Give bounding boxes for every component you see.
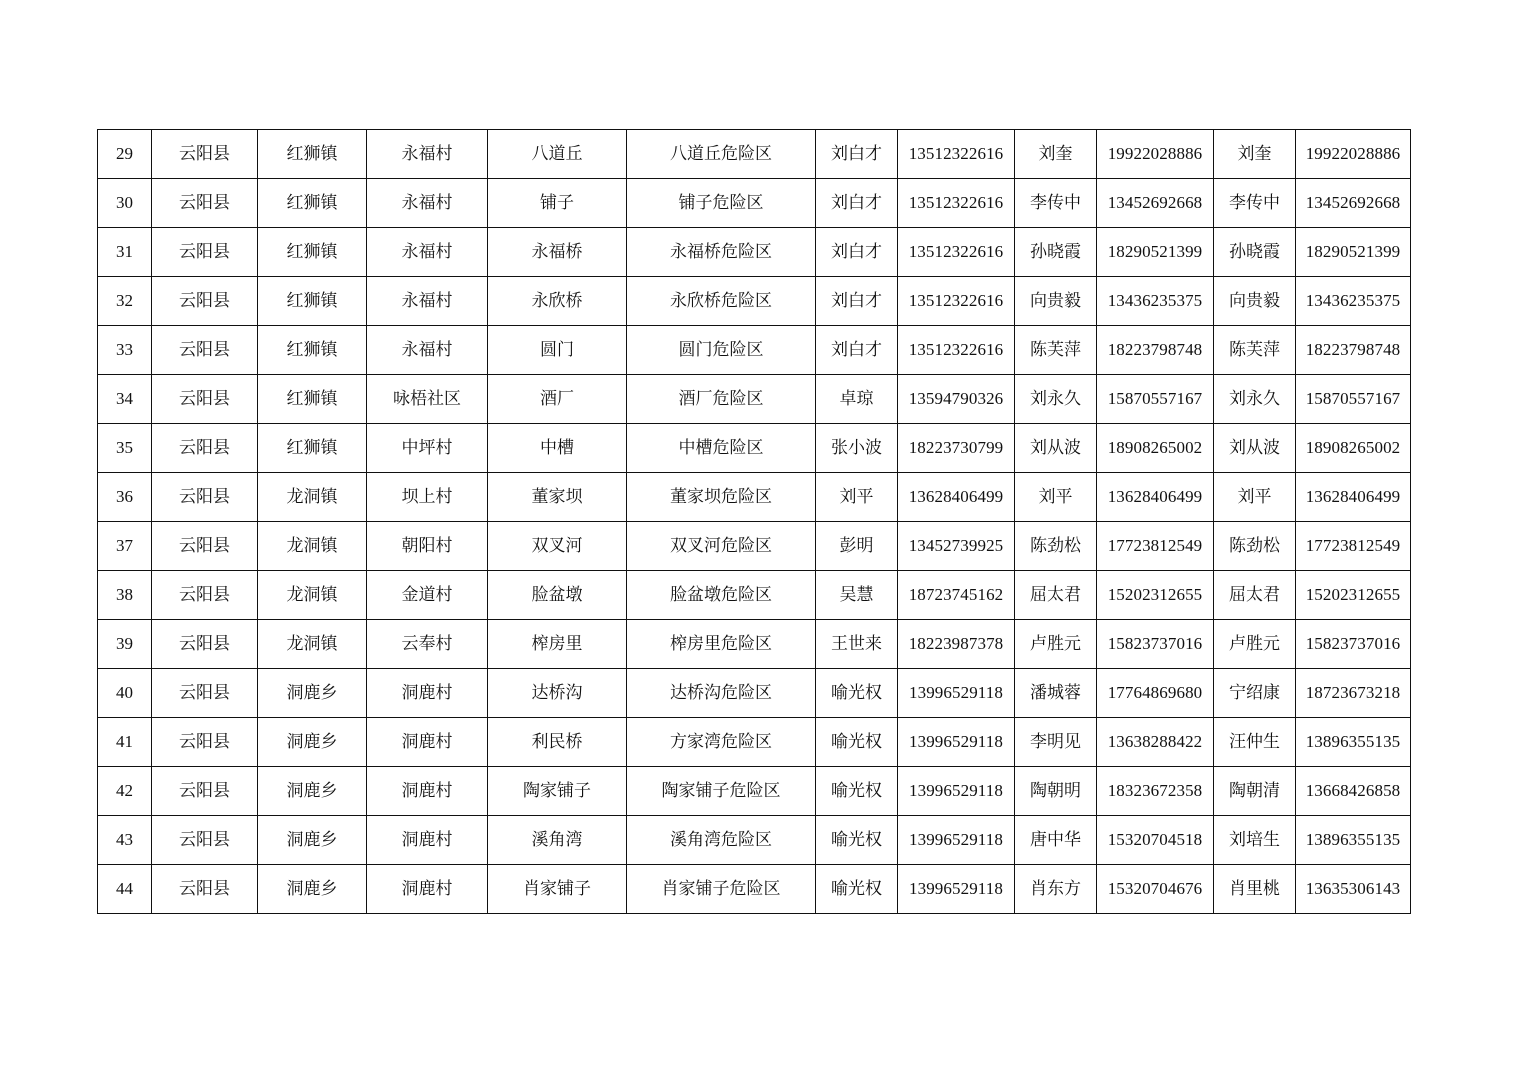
danger-zone-cell: 脸盆墩危险区 (627, 571, 816, 620)
village-cell: 坝上村 (367, 473, 488, 522)
contact-phone-3-cell: 18908265002 (1296, 424, 1411, 473)
town-cell: 洞鹿乡 (258, 865, 367, 914)
contact-phone-1-cell: 13996529118 (898, 669, 1015, 718)
contact-phone-2-cell: 13638288422 (1097, 718, 1214, 767)
table-row (98, 522, 1411, 571)
contact-person-2-cell: 屈太君 (1015, 571, 1097, 620)
contact-phone-1-cell: 13628406499 (898, 473, 1015, 522)
site-cell: 达桥沟 (488, 669, 627, 718)
contact-phone-3-cell: 13668426858 (1296, 767, 1411, 816)
site-cell: 董家坝 (488, 473, 627, 522)
town-cell: 龙洞镇 (258, 620, 367, 669)
contact-phone-1-cell: 13512322616 (898, 130, 1015, 179)
table-row (98, 326, 1411, 375)
site-cell: 肖家铺子 (488, 865, 627, 914)
table-row (98, 767, 1411, 816)
contact-phone-1-cell: 18223730799 (898, 424, 1015, 473)
contact-phone-1-cell: 13594790326 (898, 375, 1015, 424)
town-cell: 红狮镇 (258, 130, 367, 179)
town-cell: 龙洞镇 (258, 522, 367, 571)
contact-person-3-cell: 刘永久 (1214, 375, 1296, 424)
danger-zone-cell: 永欣桥危险区 (627, 277, 816, 326)
table-row (98, 571, 1411, 620)
danger-zone-cell: 董家坝危险区 (627, 473, 816, 522)
danger-zone-cell: 八道丘危险区 (627, 130, 816, 179)
contact-person-3-cell: 屈太君 (1214, 571, 1296, 620)
village-cell: 永福村 (367, 179, 488, 228)
contact-person-1-cell: 刘白才 (816, 228, 898, 277)
town-cell: 洞鹿乡 (258, 669, 367, 718)
row-number-cell: 35 (98, 424, 152, 473)
contact-phone-1-cell: 13996529118 (898, 865, 1015, 914)
row-number-cell: 31 (98, 228, 152, 277)
contact-person-3-cell: 汪仲生 (1214, 718, 1296, 767)
county-cell: 云阳县 (152, 620, 258, 669)
danger-zone-cell: 铺子危险区 (627, 179, 816, 228)
table-row (98, 375, 1411, 424)
table-body (98, 130, 1411, 914)
town-cell: 洞鹿乡 (258, 816, 367, 865)
site-cell: 铺子 (488, 179, 627, 228)
contact-person-3-cell: 向贵毅 (1214, 277, 1296, 326)
county-cell: 云阳县 (152, 718, 258, 767)
row-number-cell: 38 (98, 571, 152, 620)
village-cell: 云奉村 (367, 620, 488, 669)
village-cell: 永福村 (367, 326, 488, 375)
contact-person-3-cell: 刘从波 (1214, 424, 1296, 473)
danger-zone-cell: 圆门危险区 (627, 326, 816, 375)
county-cell: 云阳县 (152, 571, 258, 620)
contact-person-1-cell: 喻光权 (816, 669, 898, 718)
contact-phone-1-cell: 13452739925 (898, 522, 1015, 571)
county-cell: 云阳县 (152, 277, 258, 326)
contact-person-2-cell: 卢胜元 (1015, 620, 1097, 669)
town-cell: 龙洞镇 (258, 571, 367, 620)
town-cell: 红狮镇 (258, 228, 367, 277)
town-cell: 龙洞镇 (258, 473, 367, 522)
row-number-cell: 29 (98, 130, 152, 179)
contact-phone-2-cell: 17723812549 (1097, 522, 1214, 571)
contact-person-1-cell: 喻光权 (816, 816, 898, 865)
village-cell: 咏梧社区 (367, 375, 488, 424)
village-cell: 洞鹿村 (367, 767, 488, 816)
contact-person-3-cell: 刘培生 (1214, 816, 1296, 865)
contact-phone-1-cell: 13996529118 (898, 816, 1015, 865)
danger-zone-contact-table (97, 129, 1411, 914)
county-cell: 云阳县 (152, 228, 258, 277)
contact-person-2-cell: 潘城蓉 (1015, 669, 1097, 718)
table-row (98, 669, 1411, 718)
village-cell: 金道村 (367, 571, 488, 620)
site-cell: 酒厂 (488, 375, 627, 424)
village-cell: 永福村 (367, 130, 488, 179)
site-cell: 永欣桥 (488, 277, 627, 326)
site-cell: 双叉河 (488, 522, 627, 571)
contact-person-3-cell: 卢胜元 (1214, 620, 1296, 669)
site-cell: 中槽 (488, 424, 627, 473)
contact-phone-2-cell: 15870557167 (1097, 375, 1214, 424)
contact-person-2-cell: 刘平 (1015, 473, 1097, 522)
table-row (98, 179, 1411, 228)
contact-person-3-cell: 陈芙萍 (1214, 326, 1296, 375)
row-number-cell: 33 (98, 326, 152, 375)
county-cell: 云阳县 (152, 865, 258, 914)
contact-person-1-cell: 喻光权 (816, 767, 898, 816)
contact-phone-3-cell: 15870557167 (1296, 375, 1411, 424)
contact-person-1-cell: 刘白才 (816, 179, 898, 228)
contact-person-2-cell: 李明见 (1015, 718, 1097, 767)
contact-person-3-cell: 刘平 (1214, 473, 1296, 522)
table-row (98, 277, 1411, 326)
contact-person-3-cell: 李传中 (1214, 179, 1296, 228)
town-cell: 红狮镇 (258, 179, 367, 228)
table-row (98, 130, 1411, 179)
contact-phone-3-cell: 13635306143 (1296, 865, 1411, 914)
contact-phone-2-cell: 18908265002 (1097, 424, 1214, 473)
contact-phone-1-cell: 13512322616 (898, 277, 1015, 326)
village-cell: 中坪村 (367, 424, 488, 473)
town-cell: 红狮镇 (258, 375, 367, 424)
contact-phone-2-cell: 18290521399 (1097, 228, 1214, 277)
danger-zone-cell: 永福桥危险区 (627, 228, 816, 277)
contact-phone-3-cell: 19922028886 (1296, 130, 1411, 179)
contact-person-2-cell: 陈芙萍 (1015, 326, 1097, 375)
danger-zone-cell: 肖家铺子危险区 (627, 865, 816, 914)
contact-person-1-cell: 刘平 (816, 473, 898, 522)
county-cell: 云阳县 (152, 375, 258, 424)
row-number-cell: 37 (98, 522, 152, 571)
village-cell: 洞鹿村 (367, 816, 488, 865)
contact-phone-3-cell: 15823737016 (1296, 620, 1411, 669)
contact-person-2-cell: 李传中 (1015, 179, 1097, 228)
contact-person-2-cell: 陈劲松 (1015, 522, 1097, 571)
row-number-cell: 40 (98, 669, 152, 718)
danger-zone-cell: 中槽危险区 (627, 424, 816, 473)
contact-phone-2-cell: 18223798748 (1097, 326, 1214, 375)
contact-person-2-cell: 陶朝明 (1015, 767, 1097, 816)
row-number-cell: 34 (98, 375, 152, 424)
table-row (98, 228, 1411, 277)
county-cell: 云阳县 (152, 816, 258, 865)
table-row (98, 865, 1411, 914)
contact-phone-3-cell: 13896355135 (1296, 816, 1411, 865)
town-cell: 红狮镇 (258, 424, 367, 473)
contact-person-3-cell: 陈劲松 (1214, 522, 1296, 571)
town-cell: 红狮镇 (258, 326, 367, 375)
danger-zone-cell: 溪角湾危险区 (627, 816, 816, 865)
contact-phone-3-cell: 13896355135 (1296, 718, 1411, 767)
danger-zone-cell: 陶家铺子危险区 (627, 767, 816, 816)
contact-phone-1-cell: 18723745162 (898, 571, 1015, 620)
county-cell: 云阳县 (152, 767, 258, 816)
site-cell: 永福桥 (488, 228, 627, 277)
contact-phone-1-cell: 13996529118 (898, 767, 1015, 816)
county-cell: 云阳县 (152, 179, 258, 228)
contact-person-3-cell: 刘奎 (1214, 130, 1296, 179)
contact-phone-2-cell: 15823737016 (1097, 620, 1214, 669)
contact-phone-2-cell: 15202312655 (1097, 571, 1214, 620)
contact-person-2-cell: 刘永久 (1015, 375, 1097, 424)
contact-person-1-cell: 张小波 (816, 424, 898, 473)
row-number-cell: 44 (98, 865, 152, 914)
village-cell: 洞鹿村 (367, 669, 488, 718)
contact-phone-2-cell: 13628406499 (1097, 473, 1214, 522)
table-row (98, 718, 1411, 767)
contact-phone-3-cell: 18223798748 (1296, 326, 1411, 375)
contact-phone-1-cell: 13512322616 (898, 228, 1015, 277)
danger-zone-cell: 双叉河危险区 (627, 522, 816, 571)
row-number-cell: 42 (98, 767, 152, 816)
town-cell: 红狮镇 (258, 277, 367, 326)
contact-phone-2-cell: 13436235375 (1097, 277, 1214, 326)
row-number-cell: 41 (98, 718, 152, 767)
contact-person-1-cell: 王世来 (816, 620, 898, 669)
row-number-cell: 36 (98, 473, 152, 522)
county-cell: 云阳县 (152, 424, 258, 473)
contact-person-2-cell: 肖东方 (1015, 865, 1097, 914)
row-number-cell: 39 (98, 620, 152, 669)
contact-person-1-cell: 刘白才 (816, 130, 898, 179)
row-number-cell: 43 (98, 816, 152, 865)
table-row (98, 816, 1411, 865)
contact-person-1-cell: 卓琼 (816, 375, 898, 424)
county-cell: 云阳县 (152, 473, 258, 522)
town-cell: 洞鹿乡 (258, 718, 367, 767)
contact-person-2-cell: 刘奎 (1015, 130, 1097, 179)
county-cell: 云阳县 (152, 669, 258, 718)
site-cell: 脸盆墩 (488, 571, 627, 620)
table-row (98, 473, 1411, 522)
contact-phone-3-cell: 13436235375 (1296, 277, 1411, 326)
contact-person-1-cell: 喻光权 (816, 718, 898, 767)
contact-person-3-cell: 宁绍康 (1214, 669, 1296, 718)
row-number-cell: 30 (98, 179, 152, 228)
village-cell: 洞鹿村 (367, 718, 488, 767)
contact-person-1-cell: 喻光权 (816, 865, 898, 914)
contact-person-1-cell: 彭明 (816, 522, 898, 571)
contact-phone-1-cell: 13512322616 (898, 326, 1015, 375)
contact-person-3-cell: 肖里桃 (1214, 865, 1296, 914)
contact-phone-2-cell: 17764869680 (1097, 669, 1214, 718)
town-cell: 洞鹿乡 (258, 767, 367, 816)
site-cell: 溪角湾 (488, 816, 627, 865)
site-cell: 圆门 (488, 326, 627, 375)
contact-person-1-cell: 刘白才 (816, 277, 898, 326)
contact-phone-1-cell: 13512322616 (898, 179, 1015, 228)
village-cell: 永福村 (367, 228, 488, 277)
village-cell: 洞鹿村 (367, 865, 488, 914)
contact-phone-3-cell: 13628406499 (1296, 473, 1411, 522)
contact-phone-2-cell: 15320704518 (1097, 816, 1214, 865)
contact-person-1-cell: 刘白才 (816, 326, 898, 375)
danger-zone-cell: 达桥沟危险区 (627, 669, 816, 718)
contact-phone-1-cell: 13996529118 (898, 718, 1015, 767)
contact-phone-3-cell: 18723673218 (1296, 669, 1411, 718)
contact-phone-3-cell: 15202312655 (1296, 571, 1411, 620)
contact-phone-3-cell: 17723812549 (1296, 522, 1411, 571)
village-cell: 朝阳村 (367, 522, 488, 571)
contact-person-3-cell: 孙晓霞 (1214, 228, 1296, 277)
contact-person-2-cell: 向贵毅 (1015, 277, 1097, 326)
danger-zone-cell: 榨房里危险区 (627, 620, 816, 669)
county-cell: 云阳县 (152, 130, 258, 179)
contact-phone-2-cell: 13452692668 (1097, 179, 1214, 228)
contact-phone-2-cell: 19922028886 (1097, 130, 1214, 179)
contact-phone-3-cell: 13452692668 (1296, 179, 1411, 228)
contact-person-3-cell: 陶朝清 (1214, 767, 1296, 816)
site-cell: 榨房里 (488, 620, 627, 669)
table-row (98, 424, 1411, 473)
contact-phone-3-cell: 18290521399 (1296, 228, 1411, 277)
contact-person-1-cell: 吴慧 (816, 571, 898, 620)
row-number-cell: 32 (98, 277, 152, 326)
village-cell: 永福村 (367, 277, 488, 326)
county-cell: 云阳县 (152, 326, 258, 375)
contact-person-2-cell: 孙晓霞 (1015, 228, 1097, 277)
site-cell: 利民桥 (488, 718, 627, 767)
contact-person-2-cell: 唐中华 (1015, 816, 1097, 865)
contact-phone-2-cell: 15320704676 (1097, 865, 1214, 914)
site-cell: 陶家铺子 (488, 767, 627, 816)
contact-phone-1-cell: 18223987378 (898, 620, 1015, 669)
contact-person-2-cell: 刘从波 (1015, 424, 1097, 473)
danger-zone-cell: 方家湾危险区 (627, 718, 816, 767)
site-cell: 八道丘 (488, 130, 627, 179)
danger-zone-cell: 酒厂危险区 (627, 375, 816, 424)
contact-phone-2-cell: 18323672358 (1097, 767, 1214, 816)
table-row (98, 620, 1411, 669)
county-cell: 云阳县 (152, 522, 258, 571)
